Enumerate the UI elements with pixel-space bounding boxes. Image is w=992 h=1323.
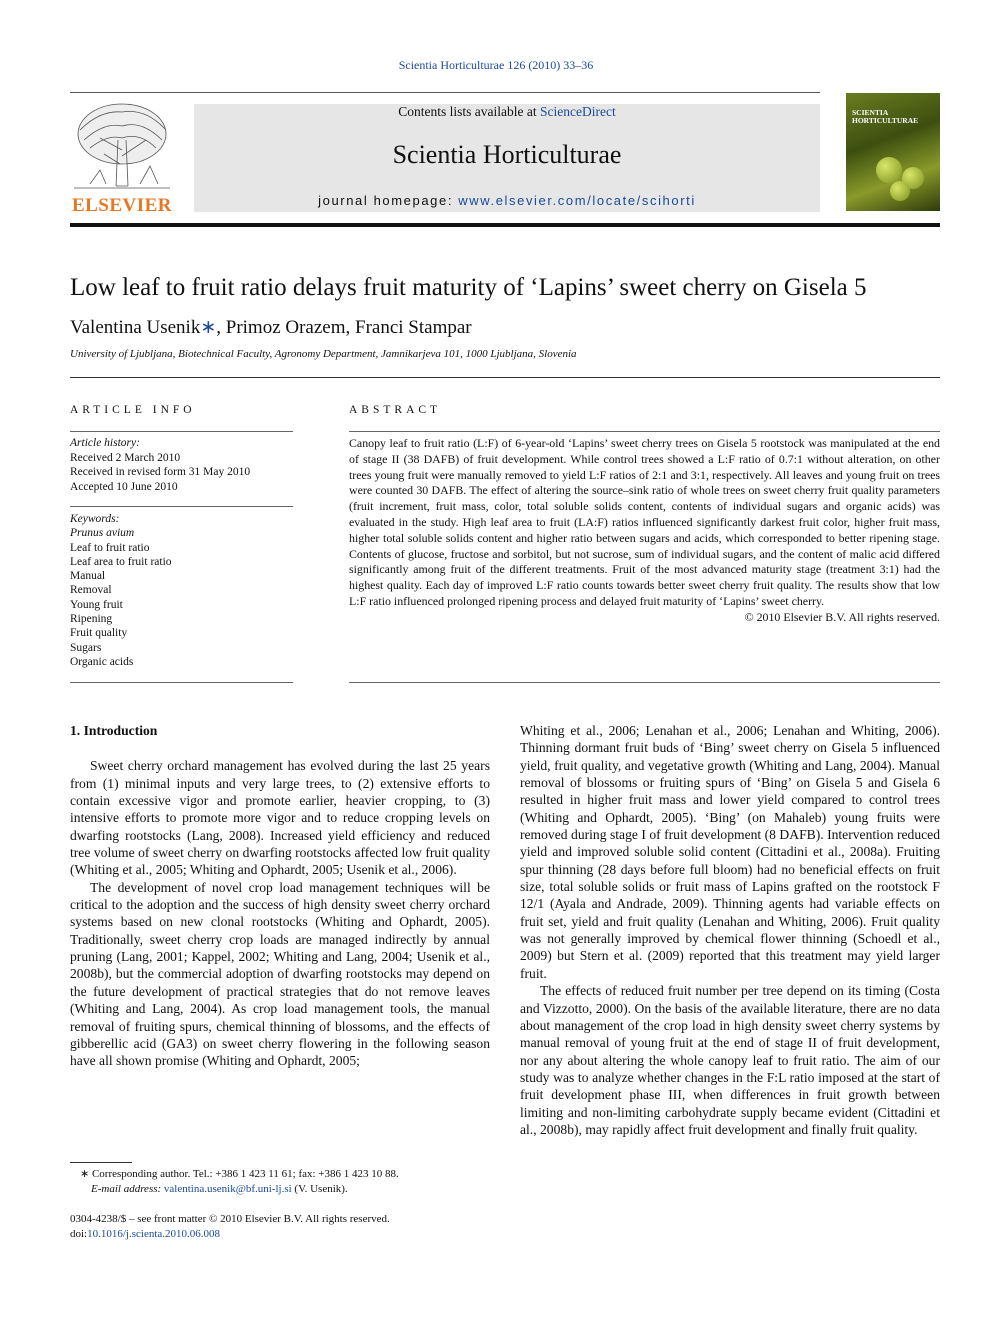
body-column-right [520, 722, 940, 1138]
author-usenik[interactable]: Valentina Usenik [70, 317, 201, 338]
doi-prefix: doi: [70, 1228, 88, 1240]
abstract-rule [349, 682, 940, 683]
doi-link[interactable]: 10.1016/j.scienta.2010.06.008 [87, 1228, 221, 1240]
article-info-rule [70, 431, 293, 432]
abstract-heading: ABSTRACT [349, 404, 442, 416]
top-rule [70, 92, 820, 93]
keyword: Leaf to fruit ratio [70, 541, 150, 554]
cover-title: SCIENTIA HORTICULTURAE [852, 108, 919, 125]
paragraph: Sweet cherry orchard management has evolved during the last 25 years from (1) minimal inputs and very large trees, to (2) extensive efforts to contain excessive vigor and promote earlier, heavier cropping, to (3) intensive efforts to promote more vigor and to reduce cropping levels on dwarfing rootstocks (Lang, 2008). Increased yield efficiency and reduced tree volume of sweet cherry on dwarfing rootstocks affected low fruit quality (Whiting et al., 2005; Whiting and Ophardt, 2005; Usenik et al., 2006). [70, 758, 490, 878]
section-heading: 1. Introduction [70, 723, 158, 738]
elsevier-wordmark: ELSEVIER [71, 195, 173, 216]
keyword: Organic acids [70, 655, 134, 668]
doi-line [70, 1227, 390, 1242]
author-list [70, 316, 472, 339]
journal-cover[interactable] [846, 93, 940, 211]
paragraph: Whiting et al., 2006; Lenahan et al., 2006; Lenahan and Whiting, 2006). Thinning dormant fruit buds of ‘Bing’ sweet cherry on Gisela 5 influenced yield, fruit quality, and vegetative growth (Whiting and Lang, 2004). Manual removal of blossoms or fruiting spurs of ‘Bing’ on Gisela 5 and Gisela 6 resulted in higher fruit mass and lower yield compared to control trees (Whiting and Ophardt, 2005). ‘Bing’ (on Mahaleb) young fruits were removed during stage I of fruit development (8 DAFB). Intervention reduced yield and improved soluble solid content (Cittadini et al., 2008a). Fruiting spur thinning (28 days before full bloom) had no beneficial effects on fruit size, total soluble solids or fruit mass of Lapins grafted on the rootstock F 12/1 (Ayala and Andrade, 2009). Thinning agents had variable effects on fruit set, yield and fruit quality (Lenahan and Whiting, 2006). Fruit quality was not generally improved by chemical flower thinning (Schoedl et al., 2009) but Stern et al. (2009) reported that this treatment may yield larger fruit. [520, 723, 940, 981]
corresponding-text: Corresponding author. Tel.: +386 1 423 11 61; fax: +386 1 423 10 88. [89, 1168, 399, 1180]
journal-reference[interactable]: Scientia Horticulturae 126 (2010) 33–36 [398, 58, 594, 72]
abstract [349, 436, 940, 626]
journal-banner [194, 104, 820, 212]
history-label: Article history: [70, 437, 140, 449]
keyword: Leaf area to fruit ratio [70, 555, 172, 568]
article-info-rule [70, 506, 293, 507]
article-history [70, 436, 250, 494]
keyword: Sugars [70, 641, 102, 654]
keyword: Manual [70, 570, 106, 583]
sciencedirect-link[interactable]: ScienceDirect [540, 104, 616, 119]
history-received: Received 2 March 2010 [70, 451, 181, 464]
email-suffix: (V. Usenik). [291, 1182, 348, 1195]
corresponding-mark[interactable]: ∗ [200, 317, 217, 338]
other-authors: , Primoz Orazem, Franci Stampar [216, 317, 472, 338]
homepage-prefix: journal homepage: [318, 193, 459, 208]
keyword: Young fruit [70, 598, 123, 611]
email-line [70, 1182, 490, 1197]
body-column-left [70, 722, 490, 1070]
keyword: Fruit quality [70, 627, 128, 640]
footnote-mark: ∗ [80, 1168, 90, 1180]
footnote [70, 1167, 490, 1196]
issn-line: 0304-4238/$ – see front matter © 2010 Elsevier B.V. All rights reserved. [70, 1213, 390, 1225]
contents-line [194, 104, 820, 120]
journal-title: Scientia Horticulturae [392, 140, 622, 169]
history-revised: Received in revised form 31 May 2010 [70, 466, 251, 478]
email-link[interactable]: valentina.usenik@bf.uni-lj.si [163, 1182, 292, 1195]
article-info-rule [70, 682, 293, 683]
keywords-label: Keywords: [70, 513, 120, 525]
abstract-text: Canopy leaf to fruit ratio (L:F) of 6-year-old ‘Lapins’ sweet cherry trees on Gisela 5 rootstock was manipulated at the end of stage II (38 DAFB) of fruit development. While control trees showed a L:F ratio of 0.7:1 without alteration, on other trees young fruit were manually removed to yield L:F ratios of 2:1 and 3:1, respectively. All leaves and young fruit on trees were counted 30 DAFB. The effect of altering the source–sink ratio of whole trees on sweet cherry fruit quality parameters (fruit increment, fruit mass, color, total soluble solids content, contents of individual sugars and organic acids) was evaluated in the study. High leaf area to fruit (LA:F) ratios influenced significantly darkest fruit color, higher fruit mass, higher total soluble solids content and higher ratio between sugars and acids, which corresponded to better ripening stage. Contents of glucose, fructose and sorbitol, but not sucrose, sum of individual sugars, and the content of malic acid differed significantly among fruit of the different treatments. Fruit of the most advanced maturity stage (treatment 3:1) had the highest quality. Each day of improved L:F ratio counts towards better sweet cherry fruit quality. The results show that low L:F ratio influenced prolonged ripening process and delayed fruit maturity of ‘Lapins’ sweet cherry. [349, 436, 940, 608]
elsevier-logo [70, 100, 174, 214]
history-accepted: Accepted 10 June 2010 [70, 480, 178, 493]
affiliation: University of Ljubljana, Biotechnical Faculty, Agronomy Department, Jamnikarjeva 101, 1000 Ljubljana, Slovenia [70, 348, 577, 360]
affiliation-rule [70, 377, 940, 378]
keyword: Removal [70, 584, 112, 597]
abstract-rule [349, 431, 940, 432]
copyright: © 2010 Elsevier B.V. All rights reserved. [744, 609, 940, 624]
article-info-heading: ARTICLE INFO [70, 404, 196, 416]
email-label: E-mail address: [91, 1182, 164, 1195]
footnote-rule [70, 1162, 132, 1163]
paragraph: The development of novel crop load management techniques will be critical to the adoption and the success of high density sweet cherry orchard systems based on new clonal rootstocks (Whiting and Ophardt, 2005). Traditionally, sweet cherry crop loads are managed indirectly by annual pruning (Lang, 2001; Kappel, 2002; Whiting and Lang, 2004; Usenik et al., 2008b), but the commercial adoption of dwarfing rootstocks may depend on the future development of practical strategies that do not remove leaves (Whiting and Lang, 2004). As crop load management tools, the manual removal of fruiting spurs, chemical thinning of blossoms, and the effects of gibberellic acid (GA3) on sweet cherry flowering in the following season have all shown promise (Whiting and Ophardt, 2005; [70, 879, 490, 1069]
keyword: Ripening [70, 613, 113, 626]
header-rule [70, 223, 940, 227]
tree-icon [70, 100, 174, 194]
keyword: Prunus avium [70, 527, 135, 540]
corresponding-author-note [70, 1167, 490, 1182]
front-matter [70, 1212, 390, 1242]
article-title: Low leaf to fruit ratio delays fruit maturity of ‘Lapins’ sweet cherry on Gisela 5 [70, 274, 867, 301]
paragraph: The effects of reduced fruit number per tree depend on its timing (Costa and Vizzotto, 2000). On the basis of the available literature, there are no data about management of the crop load in high density sweet cherry systems by manual removal of young fruit at the end of stage II of fruit development, nor any about altering the whole canopy leaf to fruit ratio. The aim of our study was to analyze whether changes in the F:L ratio imposed at the start of fruit development phase III, when differences in fruit growth between limiting and non-limiting carbohydrate supply became evident (Cittadini et al., 2008b), may rapidly affect fruit development and finally fruit quality. [520, 983, 940, 1137]
keywords [70, 512, 172, 669]
cover-fruit [876, 157, 902, 183]
homepage-line [194, 193, 820, 208]
contents-prefix: Contents lists available at [398, 104, 540, 119]
cover-fruit [890, 181, 910, 201]
homepage-link[interactable]: www.elsevier.com/locate/scihorti [458, 193, 696, 208]
